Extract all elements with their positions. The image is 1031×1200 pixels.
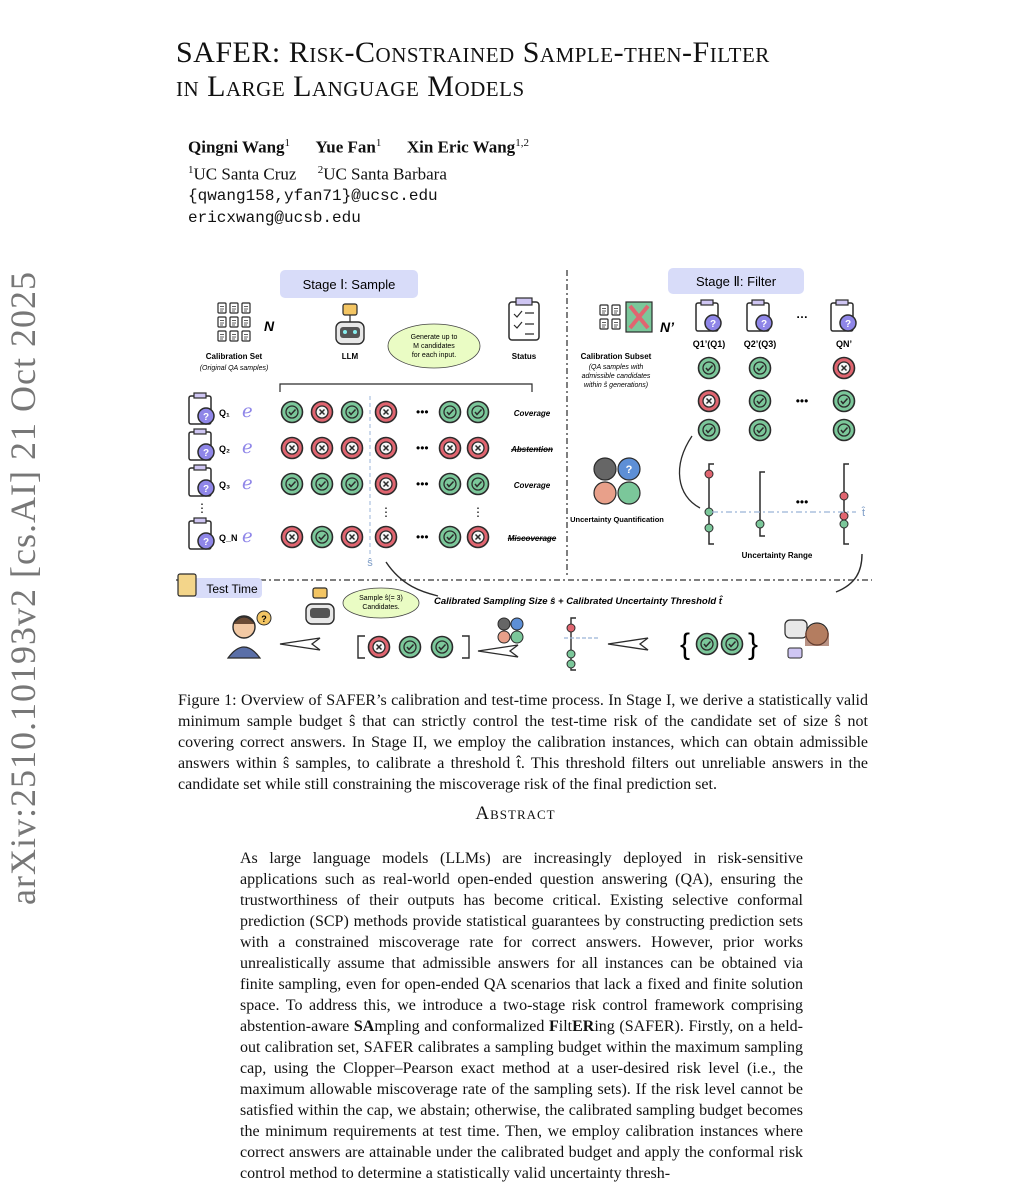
filter-column-label: … (796, 307, 808, 321)
filter-column-label: Q2’(Q3) (743, 339, 777, 349)
title-line-1: SAFER: Risk-Constrained Sample-then-Filter (176, 36, 770, 69)
abstract-text: ing (SAFER). Firstly, on a held-out calibration set, SAFER calibrates a sampling budget within the maximum sampling cap, using the Clopper–Pearson exact method at a user-desired risk level (i.e., the maximum allowable miscoverage rate of the sampling sets). If the risk level cannot be satisfied within the cap, we abstain; otherwise, the calibrated sampling budget becomes the minimum requirements at test time. Then, we employ calibration instances where correct answers are attainable under the calibrated budget and apply the conformal risk control method to determine a statistically valid uncertainty thresh- (240, 1018, 804, 1182)
svg-text:ℯ: ℯ (242, 437, 253, 457)
uncertainty-range-label: Uncertainty Range (741, 551, 813, 560)
uncertainty-quantification-icon (594, 458, 640, 504)
calibration-subset-icon (600, 302, 652, 332)
arrow-icon (608, 638, 648, 650)
question-label: Q_N (219, 533, 238, 543)
affil-sup: 1 (188, 163, 194, 176)
question-row (189, 429, 553, 460)
author-name: Qingni Wang (188, 137, 285, 157)
author-names (188, 132, 529, 159)
status-label: Status (511, 352, 537, 361)
author-name: Yue Fan (315, 137, 376, 157)
author-sup: 1,2 (515, 137, 529, 149)
question-label: Q₁ (219, 408, 230, 418)
svg-text:•••: ••• (416, 441, 429, 455)
abstract-heading: Abstract (475, 803, 556, 824)
t-hat-label: t̂ (862, 507, 866, 519)
author-block (188, 132, 529, 229)
status-value: Miscoverage (507, 534, 557, 543)
svg-text:ℯ: ℯ (242, 526, 253, 546)
title-line-2: in Large Language Models (176, 70, 525, 103)
affil-sup: 2 (317, 163, 324, 176)
sample-bubble-line: Sample ŝ(= 3) (359, 595, 403, 602)
llm-robot-icon (306, 588, 334, 624)
calibration-subset-sub: admissible candidates (581, 373, 651, 380)
paper-title (176, 36, 770, 104)
status-value: Coverage (513, 481, 551, 490)
calibration-subset-sub: within ŝ generations) (583, 382, 649, 389)
bubble-line: for each input. (411, 352, 457, 359)
candidates-bracket (280, 384, 532, 392)
svg-text:•••: ••• (795, 394, 809, 408)
status-value: Coverage (513, 409, 551, 418)
llm-robot-icon (336, 304, 364, 344)
open-brace: { (680, 628, 691, 661)
n-label: N (264, 318, 275, 334)
email-line[interactable]: ericxwang@ucsb.edu (188, 209, 361, 228)
svg-text:•••: ••• (416, 530, 429, 544)
filter-column-label: QN’ (835, 339, 853, 349)
bubble-line: M candidates (413, 343, 455, 350)
svg-text:•••: ••• (795, 495, 809, 509)
sample-bubble-line: Candidates. (362, 604, 400, 611)
threshold-arrow (836, 554, 862, 592)
test-time-icon (178, 574, 196, 596)
calibration-set-label: Calibration Set (205, 352, 263, 361)
svg-text:?: ? (625, 464, 633, 476)
abstract-text: As large language models (LLMs) are increasingly deployed in risk-sensitive applications such as real-world open-ended question answering (QA), ensuring the trustworthiness of their outputs has become critical. Existing selective conformal prediction (SCP) methods provide statistical guarantees by constructing prediction sets with a constrained miscoverage rate for correct answers. However, prior works unrealistically assume that admissible answers for all instances can be obtained via finite sampling, even for open-ended QA scenarios that lack a fixed and finite solution space. To address this, we introduce a two-stage risk control framework comprising abstention-aware (240, 850, 803, 1035)
abstract-bold: SA (353, 1018, 375, 1035)
abstract-text: mpling and conformalized (374, 1018, 549, 1035)
svg-text:⋮: ⋮ (472, 505, 484, 519)
svg-text:?: ? (261, 614, 267, 624)
figure-caption: Figure 1: Overview of SAFER’s calibration and test-time process. In Stage I, we derive a statistically valid minimum sample budget ŝ that can strictly control the test-time risk of the candidate set of size ŝ not covering correct answers. In Stage II, we employ the calibration instances, which can obtain admissible answers within ŝ samples, to calibrate a threshold t̂. This threshold filters out unreliable answers in the candidate set while still constraining the miscoverage risk of the final prediction set. (178, 692, 868, 793)
svg-text:⋮: ⋮ (380, 505, 392, 519)
stage1-label: Stage Ⅰ: Sample (302, 277, 396, 292)
abstract-text: ilt (558, 1018, 573, 1035)
svg-text:ℯ: ℯ (242, 401, 253, 421)
question-label: Q₂ (219, 444, 230, 454)
filter-column-label: Q1’(Q1) (692, 339, 726, 349)
calibration-subset-label: Calibration Subset (580, 352, 652, 361)
uncertainty-range (705, 464, 849, 544)
user-avatar (228, 611, 271, 658)
arxiv-identifier: arXiv:2510.10193v2 [cs.AI] 21 Oct 2025 (3, 271, 43, 905)
affiliation: UC Santa Barbara (323, 164, 447, 184)
stage2-label: Stage Ⅱ: Filter (695, 274, 777, 289)
status-value: Abstention (511, 445, 553, 454)
s-hat-label: ŝ (367, 557, 373, 569)
sample-bubble (343, 588, 419, 618)
affiliation: UC Santa Cruz (193, 164, 297, 184)
calibration-set-icon (218, 303, 250, 341)
n-prime-label: N’ (660, 319, 674, 335)
arrow-icon (280, 638, 320, 650)
affiliations (188, 159, 529, 186)
overview-figure: ? Stage Ⅰ: Sample Stage Ⅱ: Filter N Calibration Set (Original QA samples) LLM Generate up to M candidates for each input. Status Q₁ ℯ ••• Coverage Q₂ ℯ ••• Abstention Q₃ ℯ ••• Coverage ⋮ ⋮ ⋮ Q_N ℯ ••• Miscoverage ŝ N’ Calibration Subset (QA samples with admissible candidates within ŝ generations) Q1’(Q1) Q2’(Q3) … QN’ ••• ? Uncertainty Quantification ••• t̂ Uncertainty Range Test Time Sample ŝ(= 3) Candidates. Calibrated Sampling Size ŝ + Calibrated Uncertainty Threshold t̂ ? { } (172, 266, 872, 678)
llm-label: LLM (341, 352, 359, 361)
question-label: Q₃ (219, 480, 231, 490)
calibration-subset-sub: (QA samples with (588, 364, 644, 371)
author-sup: 1 (375, 137, 382, 149)
svg-text:•••: ••• (416, 405, 429, 419)
question-row (189, 518, 557, 549)
abstract-bold: F (549, 1018, 559, 1035)
calibration-set-sub: (Original QA samples) (199, 365, 269, 372)
bubble-line: Generate up to (410, 334, 458, 341)
svg-text:•••: ••• (416, 477, 429, 491)
author-name: Xin Eric Wang (406, 137, 516, 157)
test-time-label: Test Time (206, 582, 258, 596)
svg-text:ℯ: ℯ (242, 473, 253, 493)
status-clipboard-icon (509, 298, 539, 340)
calibrated-text: Calibrated Sampling Size ŝ + Calibrated Uncertainty Threshold t̂ (434, 596, 722, 607)
uncertainty-icon (498, 618, 523, 643)
arrow-icon (478, 645, 518, 657)
uq-arrow (680, 436, 700, 508)
email-line[interactable]: {qwang158,yfan71}@ucsc.edu (188, 187, 438, 206)
uq-label: Uncertainty Quantification (570, 515, 664, 524)
question-label: ⋮ (196, 501, 208, 515)
author-sup: 1 (284, 137, 291, 149)
assistant-avatars-icon (785, 620, 829, 658)
test-threshold-range (564, 618, 598, 670)
abstract-bold: ER (572, 1018, 595, 1035)
abstract-body (240, 848, 803, 1184)
close-brace: } (748, 628, 759, 661)
